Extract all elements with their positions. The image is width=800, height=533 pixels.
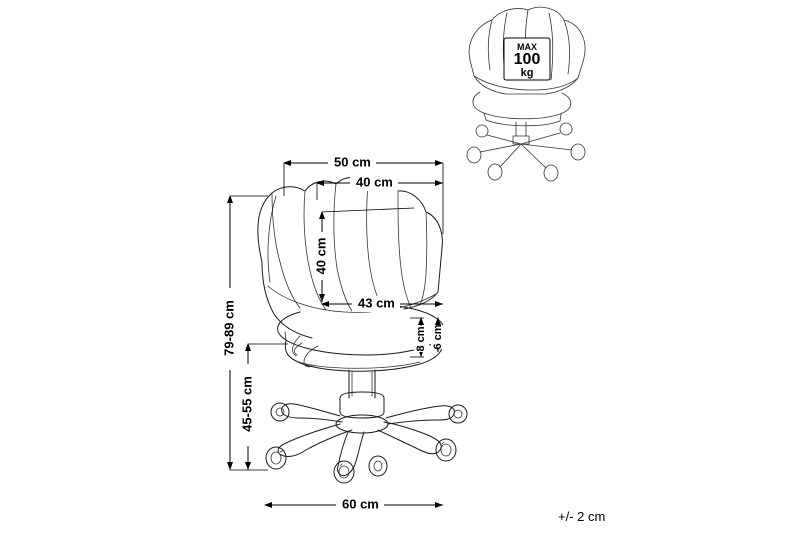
dimension-label-total-height: 79-89 cm [221,300,237,356]
tolerance-note: +/- 2 cm [558,509,606,524]
dimension-seat-thickness [410,318,429,357]
max-load-unit: kg [520,67,534,79]
dimension-label-overall-width: 50 cm [334,154,371,170]
max-load-badge [504,38,550,80]
max-load-label: MAX [517,42,537,52]
dimension-seat-depth [322,295,443,312]
dimension-label-seat-height: 45-55 cm [239,376,255,432]
dimension-label-seat-edge-thickness: 6 cm [431,324,444,350]
dimension-seat-height [239,344,288,470]
dimension-overall-width [284,154,443,234]
dimension-label-seat-depth: 43 cm [358,295,395,311]
max-load-value: 100 [513,51,541,68]
dimension-seat-edge-thickness [431,318,446,352]
dimension-backrest-height [313,208,414,302]
dimension-label-base-diameter: 60 cm [342,496,379,512]
dimension-label-backrest-width: 40 cm [356,174,393,190]
inset-chair-illustration [467,7,585,181]
dimension-label-backrest-height: 40 cm [313,237,329,275]
dimension-label-seat-thickness: 8 cm [414,326,427,352]
dimension-base-diameter [265,496,443,513]
